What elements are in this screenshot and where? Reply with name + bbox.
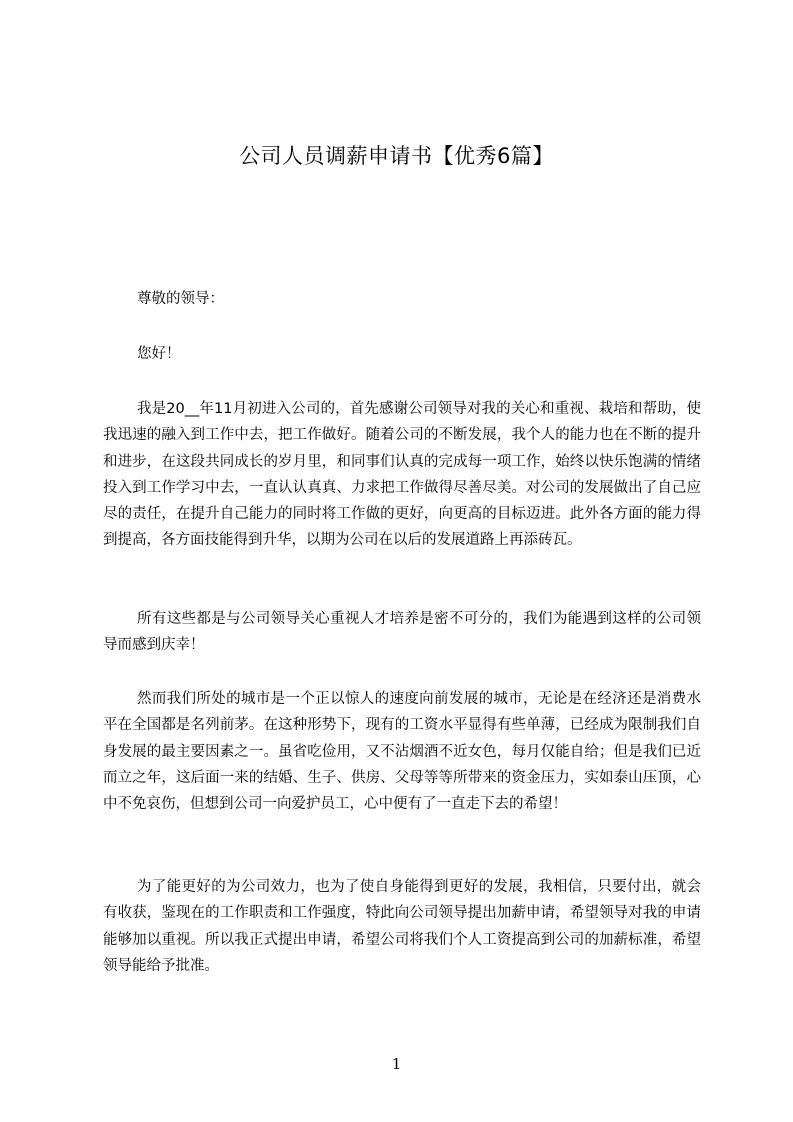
greeting: 您好！: [137, 346, 181, 362]
paragraph-2: 所有这些都是与公司领导关心重视人才培养是密不可分的，我们为能遇到这样的公司领导而感到庆幸！: [103, 611, 701, 654]
paragraph-4: 为了能更好的为公司效力，也为了使自身能得到更好的发展，我相信，只要付出，就会有收获，鉴现在的工作职责和工作强度，特此向公司领导提出加薪申请，希望领导对我的申请能够加以重视。所以我正式提出申请，希望公司将我们个人工资提高到公司的加薪标准，希望领导能给予批准。: [103, 879, 701, 974]
salutation: 尊敬的领导：: [137, 291, 224, 307]
page-number: 1: [391, 1055, 402, 1073]
paragraph-1: 我是20__年11月初进入公司的，首先感谢公司领导对我的关心和重视、栽培和帮助，使我迅速的融入到工作中去，把工作做好。随着公司的不断发展，我个人的能力也在不断的提升和进步，在这段共同成长的岁月里，和同事们认真的完成每一项工作，始终以快乐饱满的情绪投入到工作学习中去，一直认认真真、力求把工作做得尽善尽美。对公司的发展做出了自己应尽的责任，在提升自己能力的同时将工作做的更好，向更高的目标迈进。此外各方面的能力得到提高，各方面技能得到升华，以期为公司在以后的发展道路上再添砖瓦。: [103, 401, 701, 549]
paragraph-3: 然而我们所处的城市是一个正以惊人的速度向前发展的城市，无论是在经济还是消费水平在全国都是名列前茅。在这种形势下，现有的工资水平显得有些单薄，已经成为限制我们自身发展的最主要因素之一。虽省吃俭用，又不沾烟酒不近女色，每月仅能自给；但是我们已近而立之年，这后面一来的结婚、生子、供房、父母等等所带来的资金压力，实如泰山压顶，心中不免哀伤，但想到公司一向爱护员工，心中便有了一直走下去的希望！: [103, 691, 701, 813]
document-title: 公司人员调薪申请书【优秀6篇】: [239, 144, 554, 168]
